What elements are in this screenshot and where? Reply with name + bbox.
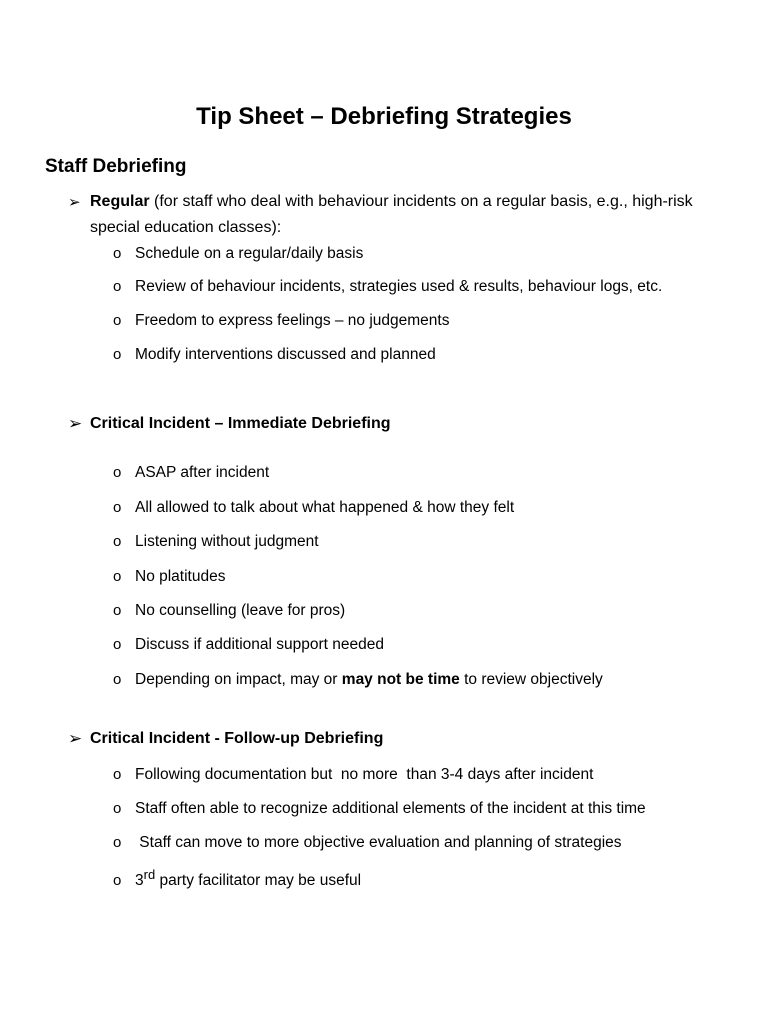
list-item: o Review of behaviour incidents, strategies used & results, behaviour logs, etc. <box>113 276 733 298</box>
bullet-icon: o <box>113 245 122 262</box>
list-item: o 3rd party facilitator may be useful <box>113 870 733 892</box>
section-immediate-heading: Critical Incident – Immediate Debriefing <box>90 415 391 432</box>
section-followup-heading: Critical Incident - Follow-up Debriefing <box>90 730 384 747</box>
arrow-bullet-icon: ➢ <box>68 414 83 433</box>
list-item: o Modify interventions discussed and planned <box>113 344 733 366</box>
arrow-bullet-icon: ➢ <box>68 729 83 748</box>
ordinal-suffix: rd <box>143 867 156 882</box>
bullet-icon: o <box>113 834 122 851</box>
bullet-icon: o <box>113 312 122 329</box>
section-regular-heading: Regular <box>90 193 150 210</box>
list-item: o No counselling (leave for pros) <box>113 600 733 622</box>
bullet-icon: o <box>113 464 122 481</box>
section-regular-description: (for staff who deal with behaviour incidents on a regular basis, e.g., high-risk special education classes): <box>90 193 693 236</box>
list-item: o Depending on impact, may or may not be time to review objectively <box>113 669 733 691</box>
list-item: o ASAP after incident <box>113 462 733 484</box>
bullet-icon: o <box>113 602 122 619</box>
list-item: o Listening without judgment <box>113 531 733 553</box>
bullet-icon: o <box>113 766 122 783</box>
list-item: o All allowed to talk about what happened & how they felt <box>113 497 733 519</box>
page-title: Tip Sheet – Debriefing Strategies <box>196 103 572 130</box>
emphasis-text: may not be time <box>341 671 460 688</box>
list-item: o Discuss if additional support needed <box>113 634 733 656</box>
bullet-icon: o <box>113 568 122 585</box>
section-heading-staff-debriefing: Staff Debriefing <box>45 156 187 177</box>
bullet-icon: o <box>113 499 122 516</box>
bullet-icon: o <box>113 636 122 653</box>
bullet-icon: o <box>113 278 122 295</box>
section-regular-intro <box>90 189 730 241</box>
list-item: o No platitudes <box>113 566 733 588</box>
bullet-icon: o <box>113 800 122 817</box>
bullet-icon: o <box>113 346 122 363</box>
list-item: o Freedom to express feelings – no judgements <box>113 310 733 332</box>
bullet-icon: o <box>113 671 122 688</box>
list-item: o Staff can move to more objective evaluation and planning of strategies <box>113 832 733 854</box>
list-item: o Schedule on a regular/daily basis <box>113 243 733 265</box>
list-item: o Following documentation but no more than 3-4 days after incident <box>113 764 733 786</box>
bullet-icon: o <box>113 872 122 889</box>
list-item: o Staff often able to recognize additional elements of the incident at this time <box>113 798 733 820</box>
bullet-icon: o <box>113 533 122 550</box>
arrow-bullet-icon: ➢ <box>68 194 81 211</box>
